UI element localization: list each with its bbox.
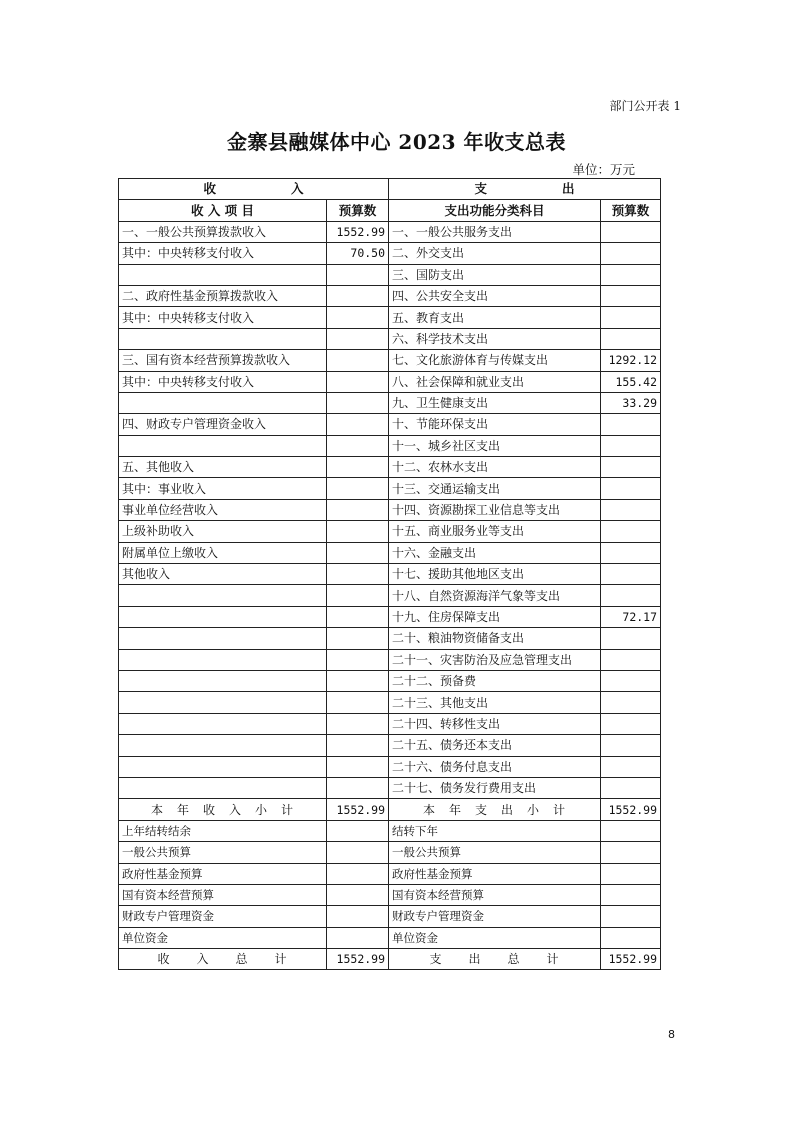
table-row (119, 606, 661, 627)
table-row (119, 735, 661, 756)
expense-item-cell: 三、国防支出 (389, 264, 601, 285)
income-item-cell: 一、一般公共预算拨款收入 (119, 221, 327, 242)
expense-item-cell: 八、社会保障和就业支出 (389, 371, 601, 392)
budget-table (118, 178, 661, 970)
expense-amount-cell (601, 478, 661, 499)
income-item-cell (119, 713, 327, 734)
table-row (119, 285, 661, 306)
expense-amount-cell (601, 628, 661, 649)
carry-expense-cell: 政府性基金预算 (389, 863, 601, 884)
expense-item-cell: 二十五、债务还本支出 (389, 735, 601, 756)
expense-subtotal-amount: 1552.99 (601, 799, 661, 820)
carry-row (119, 842, 661, 863)
carry-income-cell: 上年结转结余 (119, 820, 327, 841)
carry-expense-cell: 财政专户管理资金 (389, 906, 601, 927)
expense-item-cell: 十一、城乡社区支出 (389, 435, 601, 456)
table-row (119, 414, 661, 435)
expense-amount-cell: 72.17 (601, 606, 661, 627)
expense-item-cell: 二十一、灾害防治及应急管理支出 (389, 649, 601, 670)
expense-amount-cell (601, 243, 661, 264)
income-amount-cell (327, 628, 389, 649)
carry-expense-amount-cell (601, 927, 661, 948)
carry-expense-amount-cell (601, 820, 661, 841)
table-group-header (119, 179, 661, 200)
income-amount-cell (327, 328, 389, 349)
income-total-amount: 1552.99 (327, 949, 389, 970)
carry-expense-amount-cell (601, 842, 661, 863)
table-row (119, 478, 661, 499)
carry-body (119, 799, 661, 949)
carry-expense-cell: 国有资本经营预算 (389, 884, 601, 905)
income-item-cell (119, 692, 327, 713)
income-item-cell: 上级补助收入 (119, 521, 327, 542)
expense-amount-cell (601, 307, 661, 328)
income-item-cell: 二、政府性基金预算拨款收入 (119, 285, 327, 306)
expense-amount-cell (601, 564, 661, 585)
table-row (119, 670, 661, 691)
income-item-cell: 三、国有资本经营预算拨款收入 (119, 350, 327, 371)
expense-item-cell: 十六、金融支出 (389, 542, 601, 563)
income-amount-cell: 1552.99 (327, 221, 389, 242)
total-body (119, 949, 661, 970)
carry-expense-cell: 单位资金 (389, 927, 601, 948)
carry-income-cell: 政府性基金预算 (119, 863, 327, 884)
table-row (119, 649, 661, 670)
income-amount-cell (327, 307, 389, 328)
income-item-cell (119, 649, 327, 670)
income-amount-cell (327, 457, 389, 478)
expense-amount-cell (601, 649, 661, 670)
income-amount-cell (327, 606, 389, 627)
table-column-header (119, 200, 661, 221)
expense-item-cell: 二十四、转移性支出 (389, 713, 601, 734)
table-row (119, 307, 661, 328)
expense-item-cell: 五、教育支出 (389, 307, 601, 328)
income-item-cell (119, 777, 327, 798)
expense-total-label: 支 出 总 计 (389, 949, 601, 970)
income-item-cell: 其中：事业收入 (119, 478, 327, 499)
expense-amount-cell (601, 777, 661, 798)
income-item-cell (119, 264, 327, 285)
income-amount-cell (327, 350, 389, 371)
expense-amount-cell: 1292.12 (601, 350, 661, 371)
expense-amount-cell (601, 670, 661, 691)
income-amount-cell (327, 285, 389, 306)
carry-income-cell: 单位资金 (119, 927, 327, 948)
table-row (119, 585, 661, 606)
expense-amount-cell (601, 756, 661, 777)
income-amount-cell (327, 735, 389, 756)
income-total-label: 收 入 总 计 (119, 949, 327, 970)
income-amount-cell (327, 692, 389, 713)
carry-row (119, 863, 661, 884)
carry-expense-amount-cell (601, 884, 661, 905)
table-row (119, 756, 661, 777)
expense-item-cell: 十八、自然资源海洋气象等支出 (389, 585, 601, 606)
income-amount-header: 预算数 (327, 200, 389, 221)
income-item-cell: 其他收入 (119, 564, 327, 585)
income-item-cell: 事业单位经营收入 (119, 499, 327, 520)
income-item-header: 收 入 项 目 (119, 200, 327, 221)
expense-item-cell: 九、卫生健康支出 (389, 392, 601, 413)
income-amount-cell (327, 435, 389, 456)
expense-subtotal-label: 本 年 支 出 小 计 (389, 799, 601, 820)
expense-amount-cell (601, 221, 661, 242)
table-row (119, 371, 661, 392)
income-item-cell (119, 735, 327, 756)
income-item-cell: 其中：中央转移支付收入 (119, 371, 327, 392)
income-amount-cell (327, 564, 389, 585)
carry-income-amount-cell (327, 863, 389, 884)
table-row (119, 243, 661, 264)
total-row (119, 949, 661, 970)
income-item-cell (119, 756, 327, 777)
expense-amount-cell (601, 713, 661, 734)
expense-item-cell: 十九、住房保障支出 (389, 606, 601, 627)
income-item-cell (119, 435, 327, 456)
income-amount-cell (327, 713, 389, 734)
expense-amount-cell (601, 328, 661, 349)
income-amount-cell: 70.50 (327, 243, 389, 264)
carry-income-cell: 财政专户管理资金 (119, 906, 327, 927)
income-amount-cell (327, 777, 389, 798)
table-row (119, 777, 661, 798)
income-item-cell: 其中：中央转移支付收入 (119, 307, 327, 328)
expense-item-cell: 一、一般公共服务支出 (389, 221, 601, 242)
table-row (119, 350, 661, 371)
expense-amount-cell (601, 457, 661, 478)
expense-amount-cell (601, 499, 661, 520)
carry-income-amount-cell (327, 842, 389, 863)
expense-item-cell: 十七、援助其他地区支出 (389, 564, 601, 585)
income-item-cell: 其中：中央转移支付收入 (119, 243, 327, 264)
expense-total-amount: 1552.99 (601, 949, 661, 970)
expense-amount-cell (601, 435, 661, 456)
expense-amount-cell: 33.29 (601, 392, 661, 413)
table-row (119, 499, 661, 520)
table-row (119, 628, 661, 649)
income-item-cell (119, 328, 327, 349)
table-row (119, 264, 661, 285)
income-item-cell: 五、其他收入 (119, 457, 327, 478)
expense-item-cell: 十五、商业服务业等支出 (389, 521, 601, 542)
expense-item-cell: 十三、交通运输支出 (389, 478, 601, 499)
income-amount-cell (327, 649, 389, 670)
subtotal-row (119, 799, 661, 820)
income-amount-cell (327, 521, 389, 542)
income-group-header: 收 入 (119, 179, 389, 200)
carry-income-amount-cell (327, 927, 389, 948)
expense-amount-cell (601, 264, 661, 285)
income-amount-cell (327, 264, 389, 285)
expense-item-cell: 四、公共安全支出 (389, 285, 601, 306)
expense-item-cell: 二十二、预备费 (389, 670, 601, 691)
income-amount-cell (327, 478, 389, 499)
income-amount-cell (327, 392, 389, 413)
expense-amount-header: 预算数 (601, 200, 661, 221)
page-title: 金寨县融媒体中心 2023 年收支总表 (226, 130, 567, 154)
expense-item-cell: 二十六、债务付息支出 (389, 756, 601, 777)
expense-item-cell: 二十、粮油物资储备支出 (389, 628, 601, 649)
expense-item-cell: 六、科学技术支出 (389, 328, 601, 349)
income-amount-cell (327, 371, 389, 392)
unit-label: 单位：万元 (572, 162, 635, 177)
expense-amount-cell (601, 414, 661, 435)
table-row (119, 713, 661, 734)
expense-item-cell: 七、文化旅游体育与传媒支出 (389, 350, 601, 371)
income-item-cell: 附属单位上缴收入 (119, 542, 327, 563)
carry-row (119, 927, 661, 948)
income-subtotal-label: 本 年 收 入 小 计 (119, 799, 327, 820)
table-row (119, 692, 661, 713)
carry-income-cell: 一般公共预算 (119, 842, 327, 863)
carry-income-amount-cell (327, 884, 389, 905)
carry-row (119, 820, 661, 841)
expense-amount-cell (601, 585, 661, 606)
table-row (119, 221, 661, 242)
expense-item-cell: 十二、农林水支出 (389, 457, 601, 478)
income-subtotal-amount: 1552.99 (327, 799, 389, 820)
form-code: 部门公开表 1 (609, 99, 681, 113)
page-number: 8 (668, 1028, 675, 1041)
carry-income-amount-cell (327, 820, 389, 841)
expense-item-cell: 十四、资源勘探工业信息等支出 (389, 499, 601, 520)
expense-amount-cell (601, 735, 661, 756)
expense-item-cell: 二十三、其他支出 (389, 692, 601, 713)
table-row (119, 435, 661, 456)
table-row (119, 457, 661, 478)
carry-expense-cell: 一般公共预算 (389, 842, 601, 863)
table-row (119, 521, 661, 542)
carry-row (119, 906, 661, 927)
expense-amount-cell (601, 692, 661, 713)
carry-expense-amount-cell (601, 863, 661, 884)
expense-item-cell: 二、外交支出 (389, 243, 601, 264)
expense-amount-cell (601, 285, 661, 306)
table-row (119, 542, 661, 563)
carry-income-cell: 国有资本经营预算 (119, 884, 327, 905)
income-amount-cell (327, 670, 389, 691)
table-row (119, 564, 661, 585)
income-item-cell (119, 585, 327, 606)
income-item-cell (119, 670, 327, 691)
carry-row (119, 884, 661, 905)
income-item-cell (119, 606, 327, 627)
income-item-cell (119, 628, 327, 649)
income-amount-cell (327, 499, 389, 520)
expense-amount-cell (601, 542, 661, 563)
income-amount-cell (327, 414, 389, 435)
table-row (119, 328, 661, 349)
income-amount-cell (327, 585, 389, 606)
expense-item-header: 支出功能分类科目 (389, 200, 601, 221)
expense-group-header: 支 出 (389, 179, 661, 200)
table-row (119, 392, 661, 413)
carry-income-amount-cell (327, 906, 389, 927)
expense-amount-cell (601, 521, 661, 542)
expense-item-cell: 十、节能环保支出 (389, 414, 601, 435)
carry-expense-amount-cell (601, 906, 661, 927)
income-amount-cell (327, 756, 389, 777)
income-item-cell (119, 392, 327, 413)
expense-item-cell: 二十七、债务发行费用支出 (389, 777, 601, 798)
table-body (119, 221, 661, 799)
income-amount-cell (327, 542, 389, 563)
carry-expense-cell: 结转下年 (389, 820, 601, 841)
income-item-cell: 四、财政专户管理资金收入 (119, 414, 327, 435)
expense-amount-cell: 155.42 (601, 371, 661, 392)
